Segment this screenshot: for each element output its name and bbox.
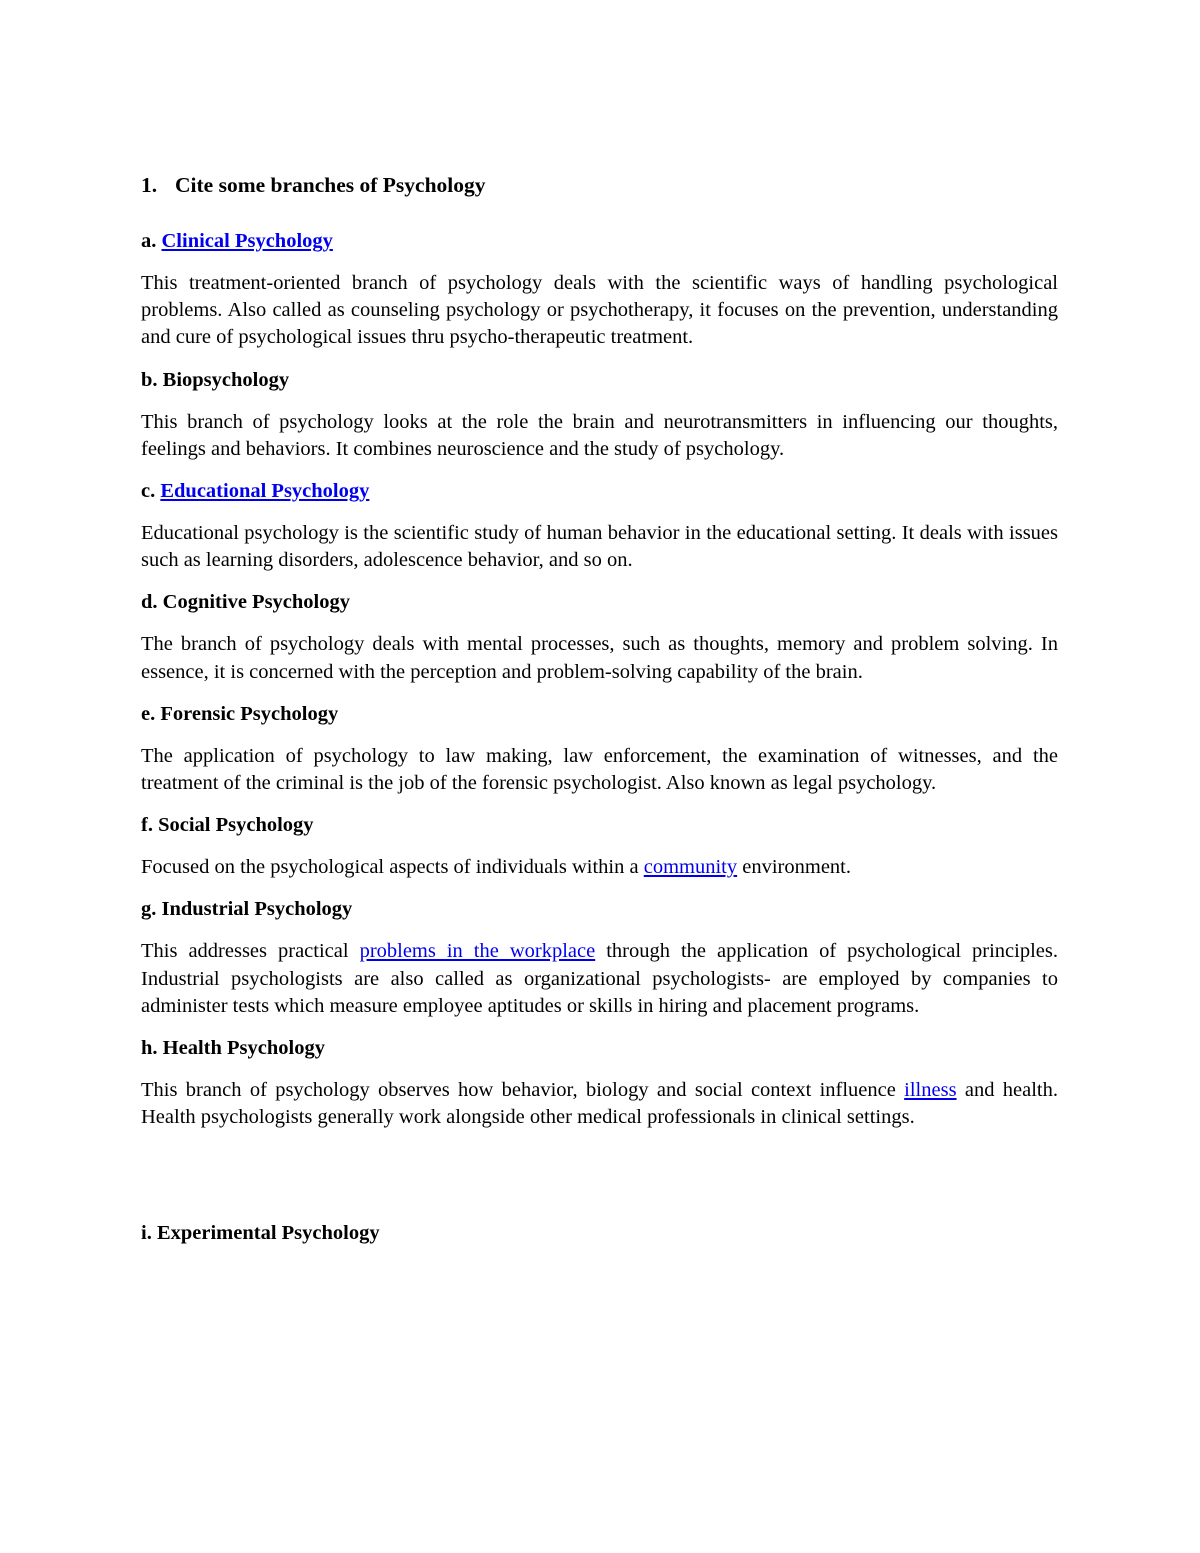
title-number: 1. [141,173,158,197]
branch-description [141,631,1058,685]
branch-section [141,812,1058,881]
branch-heading-text: Industrial Psychology [161,898,353,921]
description-text: This branch of psychology looks at the role the brain and neurotransmitters in influencing our thoughts, feelings and behaviors. It combines neuroscience and the study of psychology. [141,410,1058,460]
document-page [141,168,1058,1262]
description-text: environment. [737,856,851,879]
description-text: The branch of psychology deals with mental processes, such as thoughts, memory and problem solving. In essence, it is concerned with the perception and problem-solving capability of the brain. [141,633,1058,683]
inline-link[interactable]: community [643,856,738,879]
branch-heading-text: Health Psychology [162,1037,325,1060]
branch-letter: g. [141,898,157,921]
branch-heading-link[interactable]: Educational Psychology [160,480,370,503]
description-text: Focused on the psychological aspects of individuals within a [141,856,644,879]
description-text: This addresses practical [141,940,360,963]
branch-description [141,409,1058,463]
branch-letter: b. [141,368,158,391]
branch-heading [141,589,1058,616]
branch-section [141,478,1058,574]
branch-heading [141,896,1058,923]
sections-container [141,228,1058,1247]
branch-heading [141,228,1058,255]
description-text: This treatment-oriented branch of psychology deals with the scientific ways of handling psychological problems. Also called as counseling psychology or psychotherapy, it focuses on the prevention, understanding and cure of psychological issues thru psycho-therapeutic treatment. [141,272,1058,349]
branch-heading-text: Biopsychology [162,368,290,391]
branch-letter: d. [141,591,158,614]
branch-heading [141,812,1058,839]
branch-section [141,701,1058,797]
branch-section [141,589,1058,685]
branch-letter: a. [141,230,157,252]
page-gap [141,1146,1058,1220]
branch-description [141,1077,1058,1131]
branch-heading [141,1035,1058,1062]
branch-section [141,228,1058,352]
description-text: through the application of psychological principles. Industrial psychologists are also called as organizational psychologists- are employed by companies to administer tests which measure employee aptitudes or skills in hiring and placement programs. [141,940,1058,1017]
branch-letter: c. [141,480,156,503]
branch-description [141,743,1058,797]
branch-heading-link[interactable]: Clinical Psychology [161,230,333,252]
title-text: Cite some branches of Psychology [175,173,486,197]
branch-section [141,1220,1058,1247]
branch-description [141,854,1058,881]
branch-section [141,1035,1058,1131]
branch-heading-text: Cognitive Psychology [162,591,350,614]
description-text: and health. Health psychologists generally work alongside other medical professionals in clinical settings. [141,1079,1058,1129]
document-title [141,168,1058,202]
description-text: The application of psychology to law making, law enforcement, the examination of witnesses, and the treatment of the criminal is the job of the forensic psychologist. Also known as legal psychology. [141,744,1058,795]
branch-heading [141,1220,1058,1247]
branch-description [141,520,1058,574]
branch-description [141,938,1058,1020]
branch-heading-text: Social Psychology [158,814,314,837]
description-text: This branch of psychology observes how behavior, biology and social context influence [141,1079,905,1102]
branch-heading [141,478,1058,505]
branch-section [141,896,1058,1020]
branch-letter: e. [141,702,156,725]
branch-description [141,270,1058,352]
branch-section [141,367,1058,463]
branch-heading [141,701,1058,728]
branch-letter: h. [141,1037,158,1060]
branch-heading-text: Experimental Psychology [156,1222,380,1245]
inline-link[interactable]: problems in the workplace [359,940,596,963]
inline-link[interactable]: illness [904,1079,957,1102]
description-text: Educational psychology is the scientific study of human behavior in the educational setting. It deals with issues such as learning disorders, adolescence behavior, and so on. [141,522,1058,572]
branch-heading-text: Forensic Psychology [160,702,339,725]
branch-heading [141,367,1058,394]
branch-letter: i. [141,1222,152,1245]
branch-letter: f. [141,814,153,837]
